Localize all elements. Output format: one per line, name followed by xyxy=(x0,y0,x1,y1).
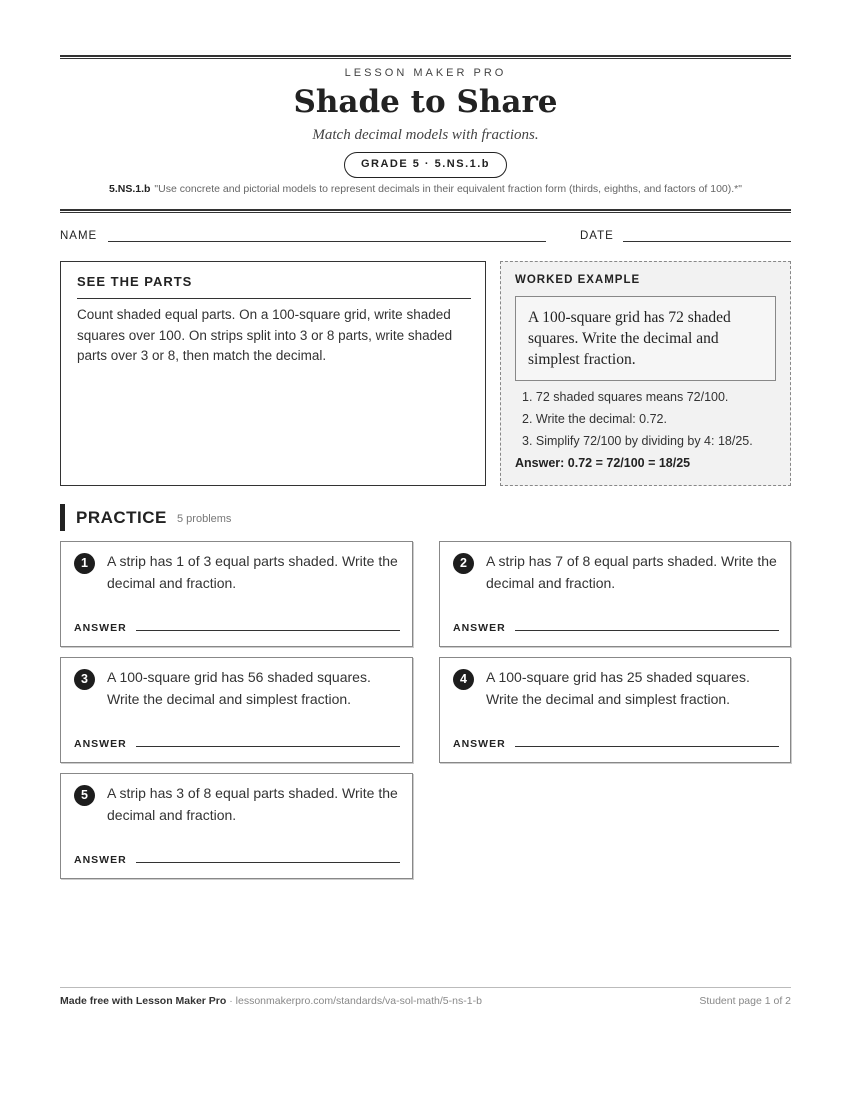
footer-url: · lessonmakerpro.com/standards/va-sol-math/5-ns-1-b xyxy=(226,995,482,1007)
practice-heading: PRACTICE xyxy=(76,508,167,527)
footer-page-number: Student page 1 of 2 xyxy=(699,995,791,1007)
grade-badge: GRADE 5 · 5.NS.1.b xyxy=(344,152,507,178)
name-field[interactable] xyxy=(108,241,546,242)
problem-text: A strip has 7 of 8 equal parts shaded. Write the decimal and fraction. xyxy=(486,553,777,591)
problem-card-5 xyxy=(60,773,413,879)
standard-description xyxy=(60,183,791,195)
problem-text: A 100-square grid has 25 shaded squares. Write the decimal and simplest fraction. xyxy=(486,669,750,707)
see-the-parts-text: Count shaded equal parts. On a 100-square grid, write shaded squares over 100. On strips split into 3 or 8 parts, write shaded parts over 3 or 8, then match the decimal. xyxy=(77,307,453,363)
problem-card-4 xyxy=(439,657,791,763)
footer-divider xyxy=(60,987,791,988)
practice-accent-bar xyxy=(60,504,65,531)
name-date-row xyxy=(60,230,791,246)
standard-text: "Use concrete and pictorial models to represent decimals in their equivalent fraction form (thirds, eighths, and factors of 100).*" xyxy=(154,183,742,195)
answer-label: ANSWER xyxy=(453,738,506,750)
answer-label: ANSWER xyxy=(74,854,127,866)
answer-field[interactable] xyxy=(136,746,400,747)
answer-label: ANSWER xyxy=(453,622,506,634)
worked-example-step: 3. Simplify 72/100 by dividing by 4: 18/25. xyxy=(522,434,753,448)
header-top-rule xyxy=(60,55,791,59)
problem-card-3 xyxy=(60,657,413,763)
worked-example-step: 2. Write the decimal: 0.72. xyxy=(522,412,667,426)
problem-number-badge: 2 xyxy=(453,553,474,574)
footer-credit xyxy=(60,995,482,1007)
answer-field[interactable] xyxy=(136,862,400,863)
problem-number-badge: 1 xyxy=(74,553,95,574)
worked-example-steps xyxy=(522,386,753,452)
problem-card-1 xyxy=(60,541,413,647)
worked-example-panel xyxy=(500,261,791,486)
worksheet-page xyxy=(60,0,791,1100)
practice-count: 5 problems xyxy=(177,513,232,525)
answer-field[interactable] xyxy=(515,630,779,631)
problem-number-badge: 4 xyxy=(453,669,474,690)
see-the-parts-panel xyxy=(60,261,486,486)
date-label: DATE xyxy=(580,230,614,242)
problem-text: A strip has 1 of 3 equal parts shaded. Write the decimal and fraction. xyxy=(107,553,398,591)
worked-example-heading: WORKED EXAMPLE xyxy=(515,274,641,286)
worked-example-step: 1. 72 shaded squares means 72/100. xyxy=(522,390,729,404)
answer-field[interactable] xyxy=(136,630,400,631)
brand-name: LESSON MAKER PRO xyxy=(344,67,507,79)
page-title: Shade to Share xyxy=(293,84,558,120)
standard-code: 5.NS.1.b xyxy=(108,183,151,195)
worked-example-problem: A 100-square grid has 72 shaded squares. Write the decimal and simplest fraction. xyxy=(515,296,776,381)
worked-example-answer: Answer: 0.72 = 72/100 = 18/25 xyxy=(515,456,691,470)
problem-text: A strip has 3 of 8 equal parts shaded. Write the decimal and fraction. xyxy=(107,785,398,823)
see-the-parts-heading: SEE THE PARTS xyxy=(77,274,193,289)
problem-text: A 100-square grid has 56 shaded squares. Write the decimal and simplest fraction. xyxy=(107,669,371,707)
see-the-parts-divider xyxy=(77,298,471,299)
answer-label: ANSWER xyxy=(74,738,127,750)
problem-number-badge: 5 xyxy=(74,785,95,806)
page-subtitle: Match decimal models with fractions. xyxy=(312,127,539,143)
answer-field[interactable] xyxy=(515,746,779,747)
problem-card-2 xyxy=(439,541,791,647)
name-label: NAME xyxy=(60,230,98,242)
header-bottom-rule xyxy=(60,209,791,213)
footer-brand: Made free with Lesson Maker Pro xyxy=(60,995,227,1007)
problem-number-badge: 3 xyxy=(74,669,95,690)
date-field[interactable] xyxy=(623,241,791,242)
answer-label: ANSWER xyxy=(74,622,127,634)
